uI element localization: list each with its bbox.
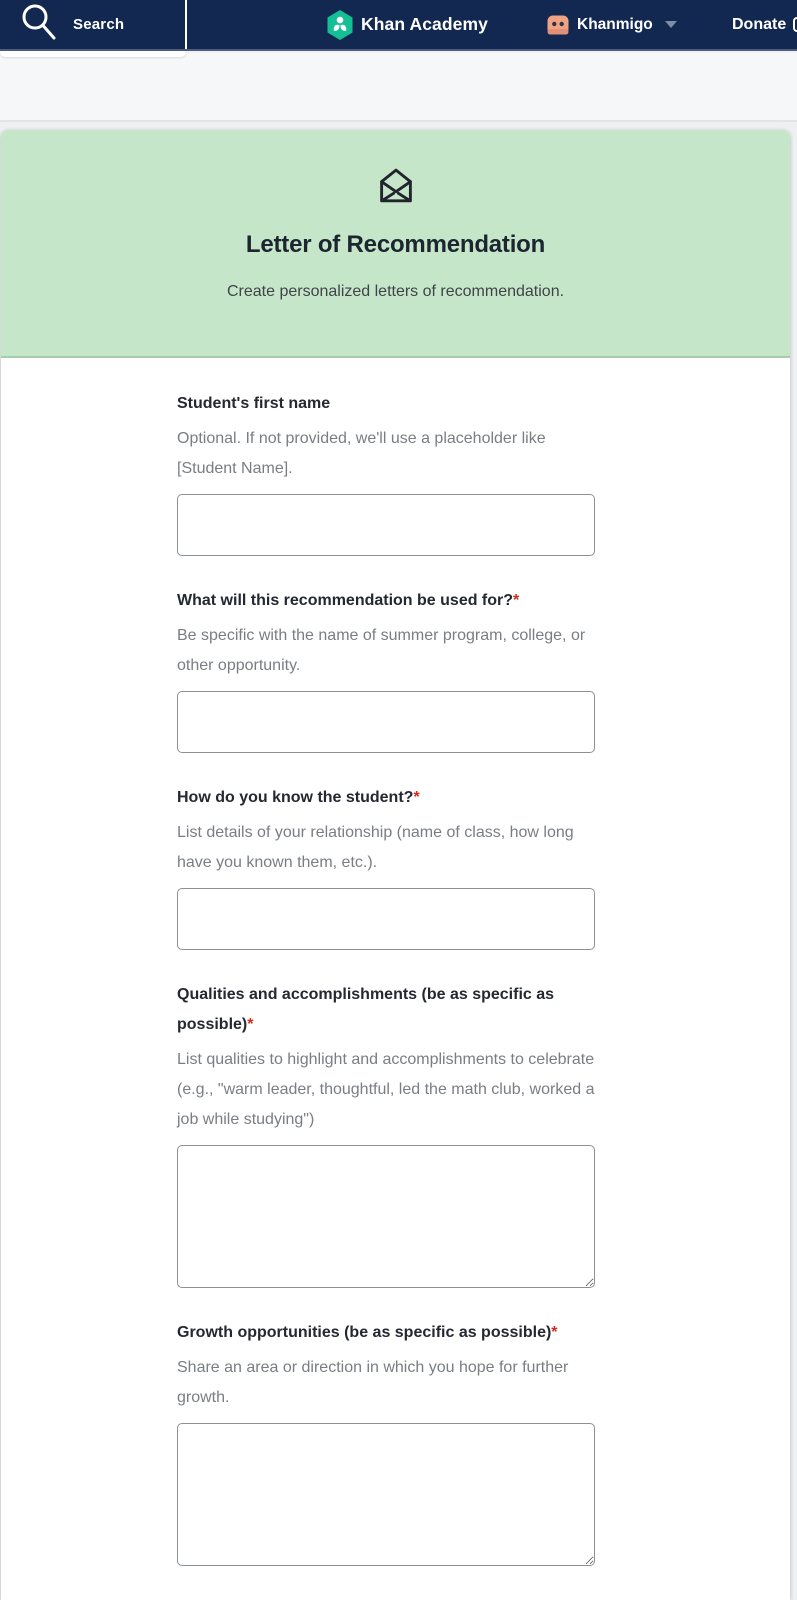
form-field	[177, 980, 595, 1288]
field-helper: Share an area or direction in which you hope for further growth.	[177, 1359, 569, 1406]
field-input[interactable]	[177, 888, 595, 950]
field-textarea[interactable]	[177, 1145, 595, 1288]
search-panel-edge	[0, 51, 186, 57]
tool-banner	[1, 130, 790, 358]
field-label	[177, 389, 595, 419]
field-control-slot	[177, 691, 595, 753]
khanmigo-label: Khanmigo	[577, 15, 653, 33]
brand-label: Khan Academy	[361, 14, 488, 34]
field-label-text: How do you know the student?	[177, 789, 414, 806]
required-asterisk: *	[513, 592, 520, 609]
page-subtitle: Create personalized letters of recommendation.	[226, 283, 565, 300]
search-button[interactable]	[0, 0, 185, 49]
field-helper: List qualities to highlight and accomplishments to celebrate (e.g., "warm leader, thoughtful, led the math club, worked a job while studying")	[177, 1051, 595, 1128]
form-field	[177, 586, 595, 753]
subheader-band	[0, 53, 797, 122]
required-asterisk: *	[247, 1016, 254, 1033]
open-envelope-icon	[373, 162, 419, 208]
form-field	[177, 389, 595, 556]
search-label: Search	[73, 16, 125, 33]
field-label	[177, 783, 595, 813]
khan-academy-leaf-icon	[327, 10, 353, 40]
required-asterisk: *	[551, 1324, 558, 1341]
navbar-divider	[185, 0, 187, 49]
field-textarea[interactable]	[177, 1423, 595, 1566]
field-label-text: Student's first name	[177, 395, 331, 412]
field-helper: Be specific with the name of summer program, college, or other opportunity.	[177, 627, 586, 674]
field-label	[177, 980, 595, 1040]
khan-academy-logo[interactable]	[327, 0, 488, 49]
donate-heart-icon	[793, 17, 797, 32]
field-input[interactable]	[177, 494, 595, 556]
field-helper: Optional. If not provided, we'll use a placeholder like [Student Name].	[177, 430, 546, 477]
top-navbar	[0, 0, 797, 51]
donate-label: Donate	[732, 15, 787, 33]
letter-form	[1, 358, 790, 1566]
khanmigo-menu[interactable]	[547, 0, 677, 49]
chevron-down-icon	[665, 21, 677, 28]
form-field	[177, 1318, 595, 1566]
field-label-text: What will this recommendation be used for?	[177, 592, 514, 609]
field-helper: List details of your relationship (name of class, how long have you known them, etc.).	[177, 824, 574, 871]
form-field	[177, 783, 595, 950]
form-fields	[177, 389, 790, 1566]
page-title: Letter of Recommendation	[245, 231, 546, 258]
donate-button[interactable]	[732, 0, 797, 49]
field-label	[177, 1318, 595, 1348]
field-input[interactable]	[177, 691, 595, 753]
field-control-slot	[177, 888, 595, 950]
search-icon	[22, 4, 60, 46]
field-label-text: Growth opportunities (be as specific as possible)	[177, 1324, 552, 1341]
tool-card	[1, 130, 790, 1600]
khanmigo-robot-icon	[547, 15, 569, 35]
field-control-slot	[177, 494, 595, 556]
field-control-slot	[177, 1145, 595, 1288]
field-control-slot	[177, 1423, 595, 1566]
required-asterisk: *	[413, 789, 420, 806]
field-label-text: Qualities and accomplishments (be as specific as possible)	[177, 986, 555, 1033]
field-label	[177, 586, 595, 616]
